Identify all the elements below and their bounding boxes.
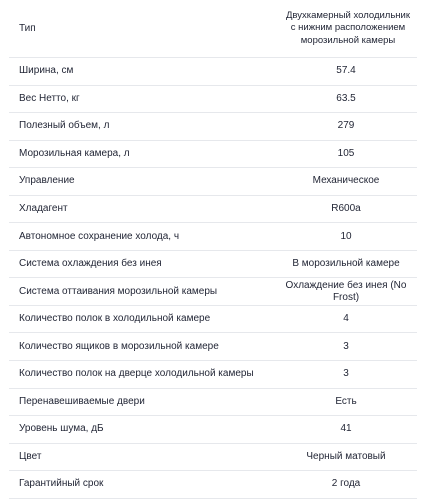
spec-row [9, 306, 417, 334]
spec-key: Ширина, см [19, 65, 74, 77]
spec-row [9, 471, 417, 499]
spec-key: Морозильная камера, л [19, 147, 130, 159]
spec-key: Вес Нетто, кг [19, 92, 80, 104]
spec-value: 4 [343, 313, 349, 325]
spec-key: Хладагент [19, 203, 68, 214]
spec-value: 41 [340, 423, 352, 435]
spec-value: Черный матовый [306, 450, 386, 462]
spec-value: 3 [343, 368, 349, 380]
spec-key: Количество полок на дверце холодильной камеры [19, 368, 254, 380]
spec-row [9, 361, 417, 389]
spec-key: Тип [19, 22, 36, 34]
spec-value: Механическое [312, 175, 380, 187]
spec-key: Количество ящиков в морозильной камере [19, 340, 219, 352]
spec-row [9, 58, 417, 86]
spec-row [9, 113, 417, 141]
spec-key: Уровень шума, дБ [19, 423, 104, 435]
spec-row [9, 141, 417, 169]
spec-row [9, 278, 417, 306]
spec-row [9, 333, 417, 361]
spec-key: Цвет [19, 450, 42, 462]
spec-value: 3 [343, 340, 349, 352]
spec-value: 279 [337, 120, 355, 132]
spec-row [9, 444, 417, 472]
spec-key: Управление [19, 175, 75, 187]
spec-value: 2 года [331, 478, 361, 490]
spec-row-type [9, 0, 417, 58]
spec-value: 63.5 [336, 92, 356, 104]
spec-key: Гарантийный срок [19, 478, 104, 490]
spec-row [9, 223, 417, 251]
spec-row [9, 389, 417, 417]
spec-row [9, 251, 417, 279]
spec-row [9, 416, 417, 444]
spec-value: В морозильной камере [292, 258, 400, 270]
spec-value: Двухкамерный холодильник с нижним расположением морозильной камеры [285, 9, 411, 46]
spec-key: Система охлаждения без инея [19, 258, 162, 270]
spec-key: Перенавешиваемые двери [19, 395, 145, 407]
spec-value: 105 [337, 147, 355, 159]
spec-row [9, 196, 417, 224]
spec-value: Есть [335, 395, 357, 407]
spec-row [9, 86, 417, 114]
spec-value: 10 [340, 230, 352, 242]
spec-value: 57.4 [336, 65, 356, 77]
spec-key: Система оттаивания морозильной камеры [19, 285, 218, 297]
spec-key: Количество полок в холодильной камере [19, 313, 211, 325]
spec-key: Полезный объем, л [19, 120, 110, 132]
spec-key: Автономное сохранение холода, ч [19, 230, 180, 242]
spec-row [9, 168, 417, 196]
spec-value: R600a [331, 203, 361, 214]
spec-value: Охлаждение без инея (No Frost) [285, 279, 407, 303]
